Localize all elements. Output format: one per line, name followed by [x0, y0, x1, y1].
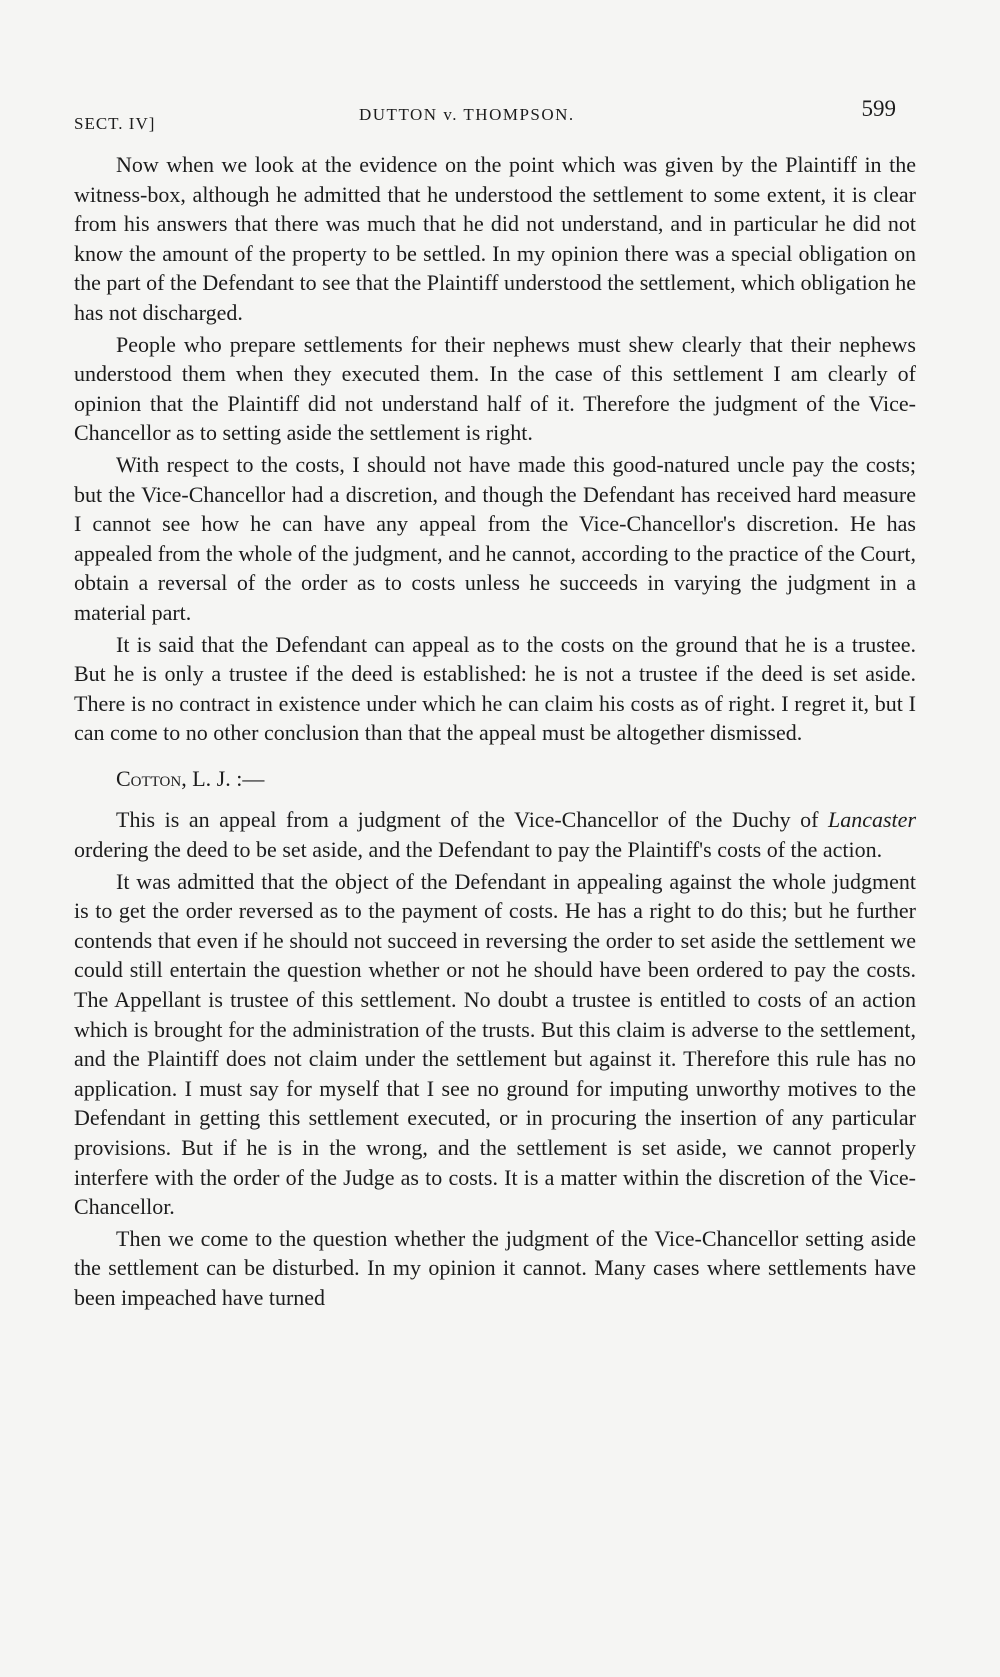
paragraph: [74, 805, 916, 864]
body-text: [74, 150, 916, 1313]
italic-place-name: Lancaster: [828, 807, 916, 833]
paragraph: Now when we look at the evidence on the point which was given by the Plaintiff in the witness-box, although he admitted that he understood the settlement to some extent, it is clear from his answers that there was much that he did not understand, and in particular he did not know the amount of the property to be settled. In my opinion there was a special obligation on the part of the Defendant to see that the Plaintiff understood the settlement, which obligation he has not discharged.: [74, 152, 916, 325]
paragraph: People who prepare settlements for their nephews must shew clearly that their nephews understood them when they executed them. In the case of this settlement I am clearly of opinion that the Plaintiff did not understand half of it. Therefore the judgment of the Vice-Chancellor as to setting aside the settlement is right.: [74, 331, 916, 446]
page-number: 599: [861, 96, 896, 121]
paragraph: It was admitted that the object of the Defendant in appealing against the whole judgment is to get the order reversed as to the payment of costs. He has a right to do this; but he further contends that even if he should not succeed in reversing the order to set aside the settlement we could still entertain the question whether or not he should have been ordered to pay the costs. The Appellant is trustee of this settlement. No doubt a trustee is entitled to costs of an action which is brought for the administration of the trusts. But this claim is adverse to the settlement, and the Plaintiff does not claim under the settlement but against it. Therefore this rule has no application. I must say for myself that I see no ground for imputing unworthy motives to the Defendant in getting this settlement executed, or in procuring the insertion of any particular provisions. But if he is in the wrong, and the settlement is set aside, we cannot properly interfere with the order of the Judge as to costs. It is a matter within the discretion of the Vice-Chancellor.: [74, 868, 916, 1220]
paragraph: It is said that the Defendant can appeal as to the costs on the ground that he is a trustee. But he is only a trustee if the deed is established: he is not a trustee if the deed is set aside. There is no contract in existence under which he can claim his costs as of right. I regret it, but I can come to no other conclusion than that the appeal must be altogether dismissed.: [74, 631, 916, 746]
section-label: SECT. IV]: [74, 114, 156, 133]
paragraph-text: This is an appeal from a judgment of the Vice-Chancellor of the Duchy of: [116, 807, 828, 833]
speaker-heading: Cotton, L. J. :—: [116, 765, 265, 791]
running-header: [74, 96, 896, 136]
paragraph: With respect to the costs, I should not have made this good-natured uncle pay the costs; but the Vice-Chancellor had a discretion, and though the Defendant has received hard measure I cannot see how he can have any appeal from the Vice-Chancellor's discretion. He has appealed from the whole of the judgment, and he cannot, according to the practice of the Court, obtain a reversal of the order as to costs unless he succeeds in varying the judgment in a material part.: [74, 451, 916, 625]
paragraph: Then we come to the question whether the judgment of the Vice-Chancellor setting aside the settlement can be disturbed. In my opinion it cannot. Many cases where settlements have been impeached have turned: [74, 1225, 916, 1310]
paragraph-text: ordering the deed to be set aside, and the Defendant to pay the Plaintiff's costs of the action.: [74, 837, 883, 863]
case-title: DUTTON v. THOMPSON.: [359, 105, 575, 124]
